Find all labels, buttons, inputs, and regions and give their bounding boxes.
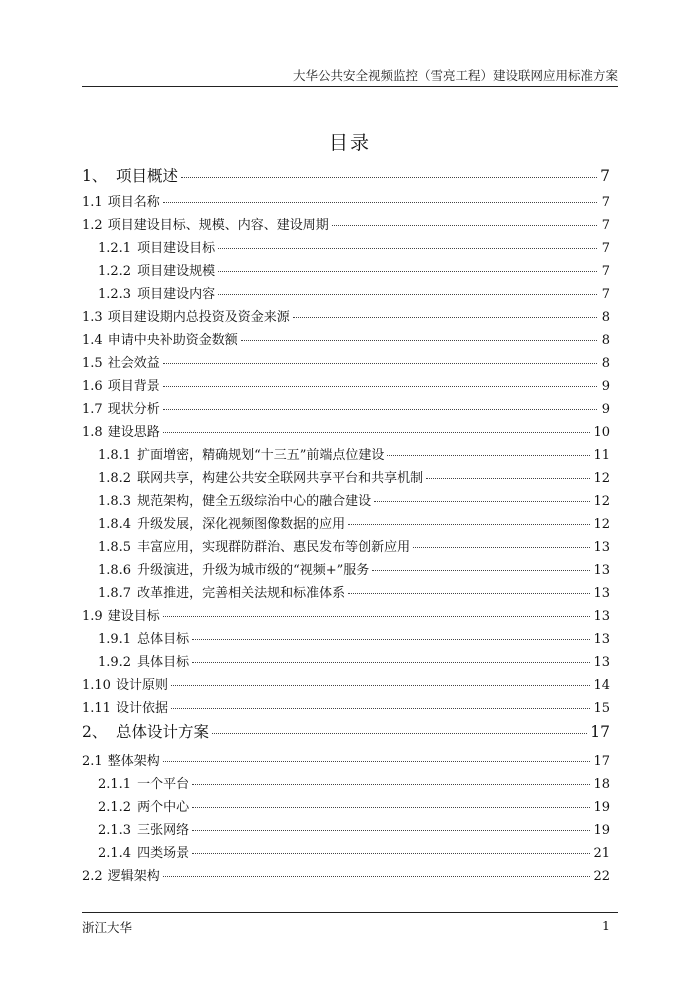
- toc-dot-leader: [218, 248, 597, 249]
- toc-entry[interactable]: [82, 490, 610, 513]
- toc-entry-page: 15: [593, 701, 610, 716]
- toc-entry[interactable]: [82, 697, 610, 720]
- toc-entry-title: 规范架构，健全五级综治中心的融合建设: [137, 494, 372, 509]
- toc-entry-title: 总体设计方案: [116, 723, 210, 741]
- footer-rule: [82, 912, 618, 913]
- toc-entry-title: 四类场景: [137, 846, 190, 861]
- toc-entry-title: 总体目标: [137, 632, 190, 647]
- toc-entry-title: 丰富应用，实现群防群治、惠民发布等创新应用: [137, 540, 411, 555]
- toc-entry-page: 7: [600, 167, 610, 185]
- toc-entry-title: 建设目标: [107, 609, 160, 624]
- toc-entry[interactable]: [82, 352, 610, 375]
- toc-entry-page: 8: [601, 356, 610, 371]
- toc-dot-leader: [163, 876, 591, 877]
- toc-entry-title: 社会效益: [107, 356, 160, 371]
- toc-entry[interactable]: [82, 398, 610, 421]
- toc-entry[interactable]: [82, 329, 610, 352]
- toc-dot-leader: [192, 853, 590, 854]
- toc-entry-page: 9: [601, 402, 610, 417]
- toc-entry-page: 7: [601, 287, 610, 302]
- toc-dot-leader: [163, 616, 591, 617]
- toc-entry[interactable]: [82, 674, 610, 697]
- toc-entry-title: 改革推进，完善相关法规和标准体系: [137, 586, 346, 601]
- toc-entry-title: 项目建设内容: [137, 287, 216, 302]
- toc-entry-title: 升级演进，升级为城市级的“视频+”服务: [137, 563, 370, 578]
- toc-entry-page: 12: [593, 517, 610, 532]
- toc-entry-title: 整体架构: [107, 754, 160, 769]
- toc-entry-title: 逻辑架构: [107, 869, 160, 884]
- toc-entry-page: 13: [593, 540, 610, 555]
- toc-entry[interactable]: [82, 605, 610, 628]
- toc-entry[interactable]: [82, 582, 610, 605]
- toc-entry[interactable]: [82, 306, 610, 329]
- toc-entry[interactable]: [82, 819, 610, 842]
- toc-entry-title: 项目建设期内总投资及资金来源: [107, 310, 290, 325]
- toc-entry-number: 1.10: [82, 678, 111, 693]
- toc-entry-number: 1.5: [82, 356, 103, 371]
- toc-dot-leader: [192, 830, 590, 831]
- toc-entry-page: 8: [601, 310, 610, 325]
- toc-entry-title: 一个平台: [137, 777, 190, 792]
- toc-entry-number: 2、: [82, 723, 108, 741]
- toc-entry-number: 1.8.1: [98, 448, 132, 463]
- toc-entry[interactable]: [82, 444, 610, 467]
- toc-entry-number: 1.6: [82, 379, 103, 394]
- toc-entry-title: 扩面增密，精确规划“十三五”前端点位建设: [137, 448, 385, 463]
- toc-entry-number: 1.8.4: [98, 517, 132, 532]
- toc-entry[interactable]: [82, 237, 610, 260]
- toc-entry-page: 13: [593, 586, 610, 601]
- toc-dot-leader: [374, 501, 590, 502]
- toc-entry-page: 17: [593, 754, 610, 769]
- toc-entry[interactable]: [82, 628, 610, 651]
- toc-entry-number: 1.9.1: [98, 632, 132, 647]
- toc-entry[interactable]: [82, 796, 610, 819]
- toc-entry-number: 1.9.2: [98, 655, 132, 670]
- toc-entry-title: 两个中心: [137, 800, 190, 815]
- toc-entry-title: 设计原则: [115, 678, 168, 693]
- toc-entry-page: 10: [593, 425, 610, 440]
- toc-entry-page: 9: [601, 379, 610, 394]
- toc-entry-page: 7: [601, 195, 610, 210]
- toc-entry[interactable]: [82, 773, 610, 796]
- toc-entry-number: 1.4: [82, 333, 103, 348]
- toc-entry-page: 18: [593, 777, 610, 792]
- toc-dot-leader: [192, 639, 590, 640]
- toc-entry-title: 项目建设规模: [137, 264, 216, 279]
- toc-entry-title: 具体目标: [137, 655, 190, 670]
- toc-entry[interactable]: [82, 750, 610, 773]
- toc-entry-number: 1.9: [82, 609, 103, 624]
- toc-entry-number: 1.2.1: [98, 241, 132, 256]
- toc-title: 目录: [328, 132, 371, 154]
- toc-entry-number: 1.8.2: [98, 471, 132, 486]
- toc-entry[interactable]: [82, 191, 610, 214]
- toc-dot-leader: [171, 685, 590, 686]
- toc-dot-leader: [192, 807, 590, 808]
- toc-entry-number: 1.3: [82, 310, 103, 325]
- toc-entry-number: 2.1.2: [98, 800, 132, 815]
- toc-entry-page: 19: [593, 800, 610, 815]
- footer-company: 浙江大华: [82, 920, 133, 935]
- toc-entry-title: 建设思路: [107, 425, 160, 440]
- toc-dot-leader: [241, 340, 597, 341]
- toc-entry-number: 1.2: [82, 218, 103, 233]
- toc-entry[interactable]: [82, 283, 610, 306]
- toc-entry-number: 1.8.5: [98, 540, 132, 555]
- toc-dot-leader: [332, 225, 597, 226]
- toc-entry[interactable]: [82, 559, 610, 582]
- toc-entry[interactable]: [82, 720, 610, 750]
- running-header: 大华公共安全视频监控（雪亮工程）建设联网应用标准方案: [292, 68, 618, 83]
- toc-entry-page: 8: [601, 333, 610, 348]
- toc-entry[interactable]: [82, 513, 610, 536]
- toc-entry-title: 项目建设目标、规模、内容、建设周期: [107, 218, 329, 233]
- toc-entry-number: 1.8: [82, 425, 103, 440]
- toc-entry-title: 项目建设目标: [137, 241, 216, 256]
- toc-entry-number: 2.1.4: [98, 846, 132, 861]
- toc-entry-number: 2.1.3: [98, 823, 132, 838]
- toc-entry[interactable]: [82, 536, 610, 559]
- toc-entry-number: 1.1: [82, 195, 103, 210]
- toc-entry[interactable]: [82, 375, 610, 398]
- toc-entry-number: 1.2.2: [98, 264, 132, 279]
- toc-entry-page: 7: [601, 264, 610, 279]
- toc-entry[interactable]: [82, 467, 610, 490]
- toc-dot-leader: [348, 593, 590, 594]
- toc-dot-leader: [163, 409, 597, 410]
- toc-entry-page: 14: [593, 678, 610, 693]
- toc-entry[interactable]: [82, 164, 610, 191]
- toc-entry-title: 申请中央补助资金数额: [107, 333, 238, 348]
- toc-entry-number: 2.2: [82, 869, 103, 884]
- toc-entry-title: 三张网络: [137, 823, 190, 838]
- toc-entry-number: 1.8.6: [98, 563, 132, 578]
- toc-dot-leader: [218, 294, 597, 295]
- toc-entry-title: 联网共享，构建公共安全联网共享平台和共享机制: [137, 471, 424, 486]
- toc-entry[interactable]: [82, 260, 610, 283]
- toc-entry-page: 21: [593, 846, 610, 861]
- toc-entry-page: 22: [593, 869, 610, 884]
- toc-entry-page: 13: [593, 632, 610, 647]
- toc-entry-page: 12: [593, 471, 610, 486]
- toc-entry[interactable]: [82, 421, 610, 444]
- toc-entry-page: 13: [593, 655, 610, 670]
- toc-entry[interactable]: [82, 214, 610, 237]
- toc-entry-page: 19: [593, 823, 610, 838]
- toc-entry[interactable]: [82, 842, 610, 865]
- header-rule: [82, 86, 618, 87]
- toc-entry-page: 12: [593, 494, 610, 509]
- toc-entry-title: 现状分析: [107, 402, 160, 417]
- toc-dot-leader: [293, 317, 597, 318]
- toc-entry-number: 1.2.3: [98, 287, 132, 302]
- toc-dot-leader: [426, 478, 590, 479]
- toc-dot-leader: [212, 733, 587, 734]
- toc-dot-leader: [163, 202, 597, 203]
- toc-dot-leader: [413, 547, 590, 548]
- toc-entry-page: 17: [590, 723, 610, 741]
- toc-dot-leader: [348, 524, 590, 525]
- toc-dot-leader: [372, 570, 590, 571]
- toc-entry-number: 1、: [82, 167, 108, 185]
- toc-entry-number: 1.8.3: [98, 494, 132, 509]
- toc-entry-page: 13: [593, 563, 610, 578]
- toc-dot-leader: [163, 363, 597, 364]
- toc-entry-number: 2.1.1: [98, 777, 132, 792]
- toc-entry-title: 项目概述: [116, 167, 179, 185]
- toc-entry-page: 11: [593, 448, 610, 463]
- toc-entry-number: 1.8.7: [98, 586, 132, 601]
- toc-dot-leader: [163, 761, 591, 762]
- toc-dot-leader: [387, 455, 590, 456]
- toc-entry-page: 7: [601, 218, 610, 233]
- table-of-contents: [82, 164, 610, 888]
- toc-entry-title: 设计依据: [115, 701, 168, 716]
- toc-dot-leader: [181, 177, 597, 178]
- toc-dot-leader: [171, 708, 590, 709]
- toc-entry-number: 1.11: [82, 701, 111, 716]
- toc-dot-leader: [192, 662, 590, 663]
- toc-entry-title: 升级发展，深化视频图像数据的应用: [137, 517, 346, 532]
- toc-entry-page: 13: [593, 609, 610, 624]
- toc-dot-leader: [192, 784, 590, 785]
- toc-dot-leader: [163, 386, 597, 387]
- toc-entry-number: 2.1: [82, 754, 103, 769]
- toc-entry-title: 项目背景: [107, 379, 160, 394]
- footer-page-number: 1: [602, 918, 610, 933]
- toc-dot-leader: [163, 432, 591, 433]
- toc-entry-number: 1.7: [82, 402, 103, 417]
- toc-entry[interactable]: [82, 651, 610, 674]
- toc-entry-page: 7: [601, 241, 610, 256]
- toc-entry[interactable]: [82, 865, 610, 888]
- toc-dot-leader: [218, 271, 597, 272]
- toc-entry-title: 项目名称: [107, 195, 160, 210]
